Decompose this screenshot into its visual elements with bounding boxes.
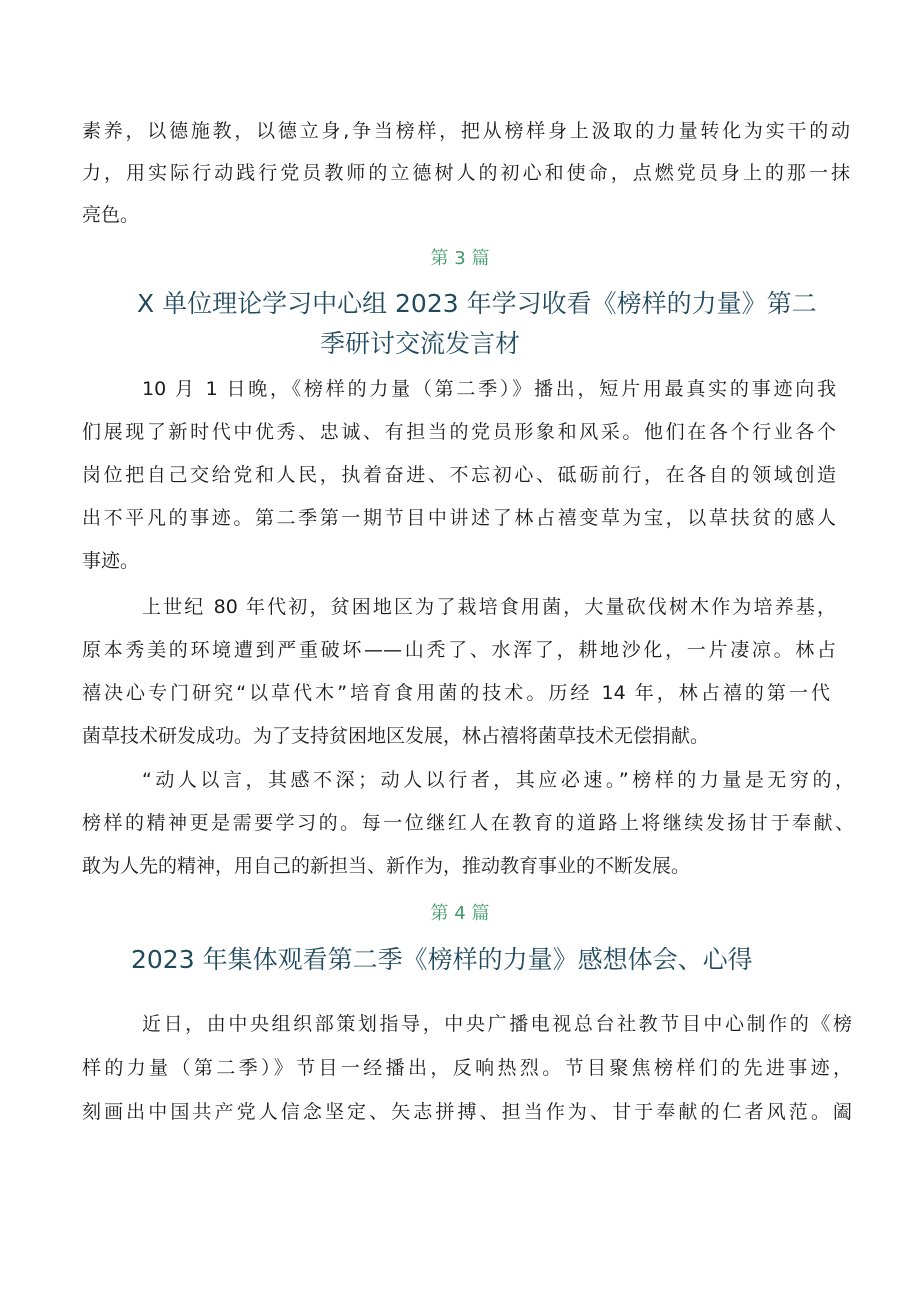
section-3-para-2-line: 菌草技术研发成功。为了支持贫困地区发展，林占禧将菌草技术无偿捐献。 <box>82 725 710 747</box>
section-3-para-1-line: 出不平凡的事迹。第二季第一期节目中讲述了林占禧变草为宝，以草扶贫的感人 <box>82 507 836 529</box>
section-3-title-line-2: 季研讨交流发言材 <box>320 329 521 358</box>
section-3-para-2-line: 原本秀美的环境遭到严重破坏——山秃了、水浑了，耕地沙化，一片凄凉。林占 <box>82 639 836 661</box>
section-4-para-line: 近日，由中央组织部策划指导，中央广播电视总台社教节目中心制作的《榜 <box>142 1013 852 1035</box>
section-3-para-1-line: 岗位把自己交给党和人民，执着奋进、不忘初心、砥砺前行，在各自的领域创造 <box>82 464 836 486</box>
section-3-para-3-line: “动人以言，其感不深；动人以行者，其应必速。”榜样的力量是无穷的， <box>142 769 854 791</box>
section-3-para-3-line: 榜样的精神更是需要学习的。每一位继红人在教育的道路上将继续发扬甘于奉献、 <box>82 812 854 834</box>
section-3-para-1-line: 们展现了新时代中优秀、忠诚、有担当的党员形象和风采。他们在各个行业各个 <box>82 421 836 443</box>
section-3-para-2-line: 上世纪 80 年代初，贫困地区为了栽培食用菌，大量砍伐树木作为培养基， <box>142 596 836 618</box>
section-3-para-1-line: 10 月 1 日晚，《榜样的力量（第二季）》播出，短片用最真实的事迹向我 <box>142 378 836 400</box>
intro-line: 亮色。 <box>82 204 140 226</box>
section-4-para-line: 刻画出中国共产党人信念坚定、矢志拼搏、担当作为、甘于奉献的仁者风范。阖 <box>82 1101 852 1123</box>
section-4-label: 第 4 篇 <box>430 903 490 924</box>
intro-line: 力，用实际行动践行党员教师的立德树人的初心和使命，点燃党员身上的那一抹 <box>82 162 850 184</box>
intro-line: 素养，以德施教，以德立身,争当榜样，把从榜样身上汲取的力量转化为实干的动 <box>82 120 850 142</box>
section-3-para-3-line: 敢为人先的精神，用自己的新担当、新作为，推动教育事业的不断发展。 <box>82 855 691 877</box>
section-3-para-2-line: 禧决心专门研究“以草代木”培育食用菌的技术。历经 14 年，林占禧的第一代 <box>82 682 830 704</box>
section-3-para-1-line: 事迹。 <box>82 550 140 572</box>
section-4-para-line: 样的力量（第二季）》节目一经播出，反响热烈。节目聚焦榜样们的先进事迹， <box>82 1057 852 1079</box>
section-3-label: 第 3 篇 <box>430 248 490 269</box>
section-3-title-line-1: X 单位理论学习中心组 2023 年学习收看《榜样的力量》第二 <box>137 289 817 318</box>
section-4-title: 2023 年集体观看第二季《榜样的力量》感想体会、心得 <box>131 945 753 974</box>
